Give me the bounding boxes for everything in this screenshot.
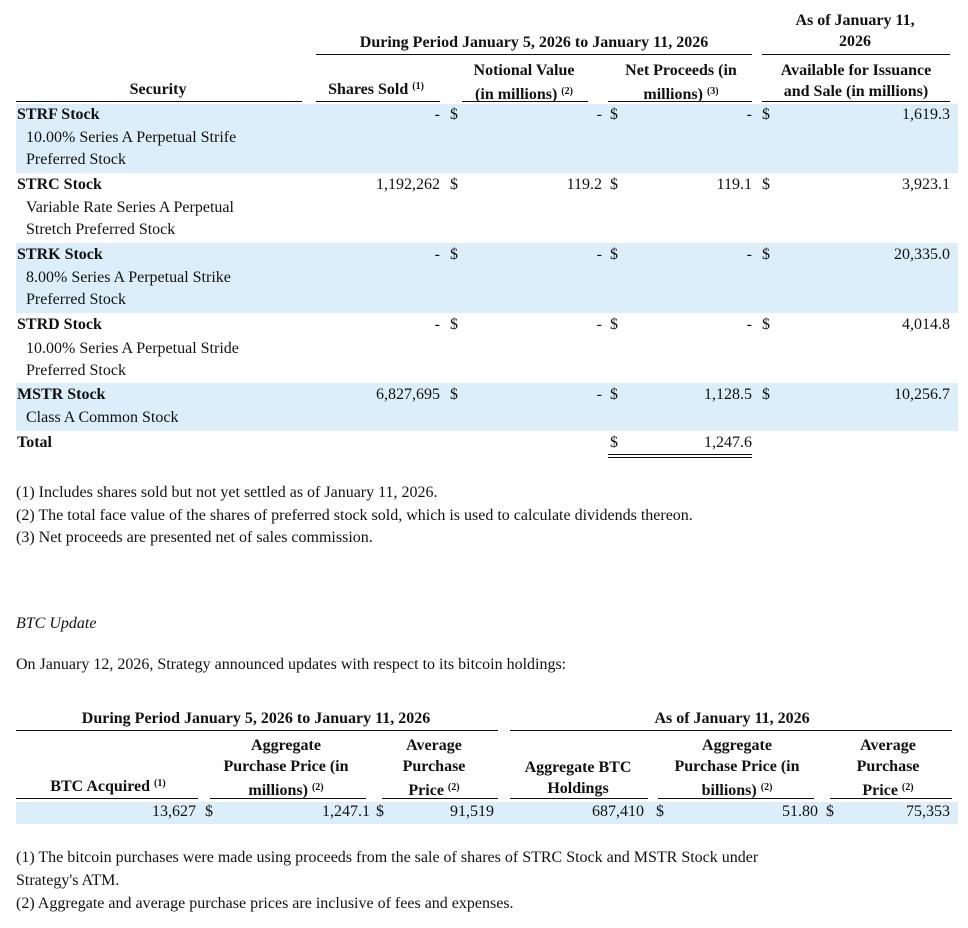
btc-col-header-acquired-text: BTC Acquired [50,778,151,795]
btc-col-header-agg-line2: Purchase Price (in [223,758,349,775]
shares-sold-value: 1,192,262 [376,176,440,193]
btc-col-underline-avg-price-b [830,798,952,799]
col-underline-net [608,101,752,102]
col-header-notional-line2: (in millions) [475,86,558,103]
group-header-asof-line2: 2026 [839,33,871,50]
btc-col-underline-agg-price [210,798,366,799]
btc-group-underline-period [16,730,498,731]
currency-symbol: $ [762,386,770,403]
net-proceeds-value: - [746,316,752,333]
col-header-net-note: (3) [706,86,719,97]
available-value: 10,256.7 [894,386,950,403]
currency-symbol: $ [762,106,770,123]
currency-symbol: $ [610,176,618,193]
btc-intro-paragraph: On January 12, 2026, Strategy announced updates with respect to its bitcoin holdings: [16,656,567,673]
currency-symbol: $ [450,386,458,403]
security-description: 8.00% Series A Perpetual Strike [26,269,231,286]
btc-col-header-agg-line3: millions) [248,782,308,799]
btc-col-header-avg-price-b [828,735,948,801]
total-label: Total [17,434,52,451]
security-description: Preferred Stock [26,362,126,379]
btc-col-header-holdings-line1: Aggregate BTC [524,759,632,776]
col-header-net-line1: Net Proceeds (in [625,62,737,79]
btc-col-underline-holdings [510,798,648,799]
currency-symbol: $ [610,434,618,451]
security-name: MSTR Stock [17,386,106,403]
footnote: (1) Includes shares sold but not yet settled as of January 11, 2026. [16,484,438,501]
btc-col-header-aggb-line3: billions) [701,782,757,799]
btc-col-header-aggb-line2: Purchase Price (in [674,758,800,775]
security-name: STRK Stock [17,246,103,263]
col-header-available [756,60,956,102]
security-name: STRC Stock [17,176,102,193]
col-header-shares-sold-text: Shares Sold [328,81,409,98]
currency-symbol: $ [450,246,458,263]
currency-symbol: $ [205,803,213,820]
currency-symbol: $ [762,316,770,333]
shares-sold-value: - [434,106,440,123]
shares-sold-value: - [434,246,440,263]
col-underline-notional [462,101,588,102]
btc-col-header-agg-line1: Aggregate [251,737,321,754]
security-description: Class A Common Stock [26,409,179,426]
available-value: 1,619.3 [902,106,950,123]
col-header-net-proceeds [606,60,756,105]
security-description: Stretch Preferred Stock [26,221,176,238]
btc-col-header-avgb-line3: Price [862,782,898,799]
footnote: Strategy's ATM. [16,872,120,889]
col-header-notional-line1: Notional Value [473,62,575,79]
currency-symbol: $ [376,803,384,820]
btc-col-header-agg-price [200,735,372,801]
btc-agg-price-value: 1,247.1 [322,803,370,820]
currency-symbol: $ [450,316,458,333]
btc-col-header-avgb-note: (2) [901,782,914,793]
footnote: (2) Aggregate and average purchase prices are inclusive of fees and expenses. [16,895,514,912]
total-net-proceeds: 1,247.6 [704,434,752,451]
btc-group-header-period: During Period January 5, 2026 to January 11, 2026 [81,710,431,727]
currency-symbol: $ [610,316,618,333]
btc-col-underline-agg-price-b [658,798,814,799]
notional-value: - [596,106,602,123]
btc-col-header-avg-line3: Price [408,782,444,799]
btc-col-header-agg-note: (2) [311,782,324,793]
net-proceeds-value: - [746,246,752,263]
col-header-shares-sold [310,81,442,99]
col-underline-security [16,101,302,102]
btc-group-header-asof: As of January 11, 2026 [654,710,810,727]
footnote: (2) The total face value of the shares of preferred stock sold, which is used to calculate dividends thereon. [16,507,693,524]
btc-acquired-value: 13,627 [152,803,196,820]
btc-avg-price-value: 91,519 [450,803,494,820]
col-header-notional [452,60,596,105]
col-underline-available [762,101,950,102]
security-description: 10.00% Series A Perpetual Stride [26,340,239,357]
btc-agg-price-b-value: 51.80 [782,803,818,820]
currency-symbol: $ [826,803,834,820]
total-double-underline-top [608,454,752,455]
btc-col-header-aggb-line1: Aggregate [702,737,772,754]
currency-symbol: $ [610,386,618,403]
btc-col-header-aggb-note: (2) [760,782,773,793]
currency-symbol: $ [762,246,770,263]
net-proceeds-value: 119.1 [716,176,752,193]
available-value: 3,923.1 [902,176,950,193]
security-name: STRD Stock [17,316,102,333]
security-name: STRF Stock [17,106,100,123]
btc-col-header-avgb-line1: Average [860,737,916,754]
currency-symbol: $ [610,106,618,123]
btc-col-header-avg-line2: Purchase [402,758,466,775]
col-header-avail-line1: Available for Issuance [780,62,932,79]
security-description: Variable Rate Series A Perpetual [26,199,234,216]
btc-update-heading: BTC Update [16,615,97,632]
available-value: 4,014.8 [902,316,950,333]
btc-col-header-avg-price [376,735,492,801]
footnote: (3) Net proceeds are presented net of sales commission. [16,529,373,546]
security-description: Preferred Stock [26,151,126,168]
shares-sold-value: 6,827,695 [376,386,440,403]
group-header-asof-line1: As of January 11, [795,12,915,29]
currency-symbol: $ [762,176,770,193]
net-proceeds-value: - [746,106,752,123]
col-underline-shares [316,101,440,102]
currency-symbol: $ [656,803,664,820]
currency-symbol: $ [450,176,458,193]
btc-col-header-avg-line1: Average [406,737,462,754]
btc-col-underline-avg-price [382,798,498,799]
net-proceeds-value: 1,128.5 [704,386,752,403]
btc-avg-price-b-value: 75,353 [906,803,950,820]
security-description: 10.00% Series A Perpetual Strife [26,129,237,146]
shares-sold-value: - [434,316,440,333]
group-underline-asof [762,54,950,55]
notional-value: 119.2 [566,176,602,193]
group-underline-period [316,54,752,55]
notional-value: - [596,316,602,333]
col-header-net-line2: millions) [643,86,703,103]
btc-col-underline-acquired [16,798,198,799]
btc-holdings-value: 687,410 [592,803,644,820]
btc-col-header-acquired-note: (1) [154,778,166,789]
btc-col-header-agg-price-b [652,735,822,801]
btc-group-underline-asof [510,730,952,731]
col-header-security: Security [129,81,187,98]
col-header-shares-sold-note: (1) [412,81,424,92]
available-value: 20,335.0 [894,246,950,263]
btc-col-header-avgb-line2: Purchase [856,758,920,775]
notional-value: - [596,386,602,403]
total-double-underline-bottom [608,457,752,458]
btc-col-header-holdings [506,757,650,799]
col-header-notional-note: (2) [561,86,573,97]
btc-col-header-holdings-line2: Holdings [547,780,609,797]
notional-value: - [596,246,602,263]
col-header-avail-line2: and Sale (in millions) [783,83,929,100]
footnote: (1) The bitcoin purchases were made using proceeds from the sale of shares of STRC Stock and MSTR Stock under [16,849,759,866]
currency-symbol: $ [450,106,458,123]
group-header-period: During Period January 5, 2026 to January 11, 2026 [359,34,709,51]
btc-col-header-avg-note: (2) [447,782,460,793]
currency-symbol: $ [610,246,618,263]
security-description: Preferred Stock [26,291,126,308]
btc-col-header-acquired [16,778,200,796]
